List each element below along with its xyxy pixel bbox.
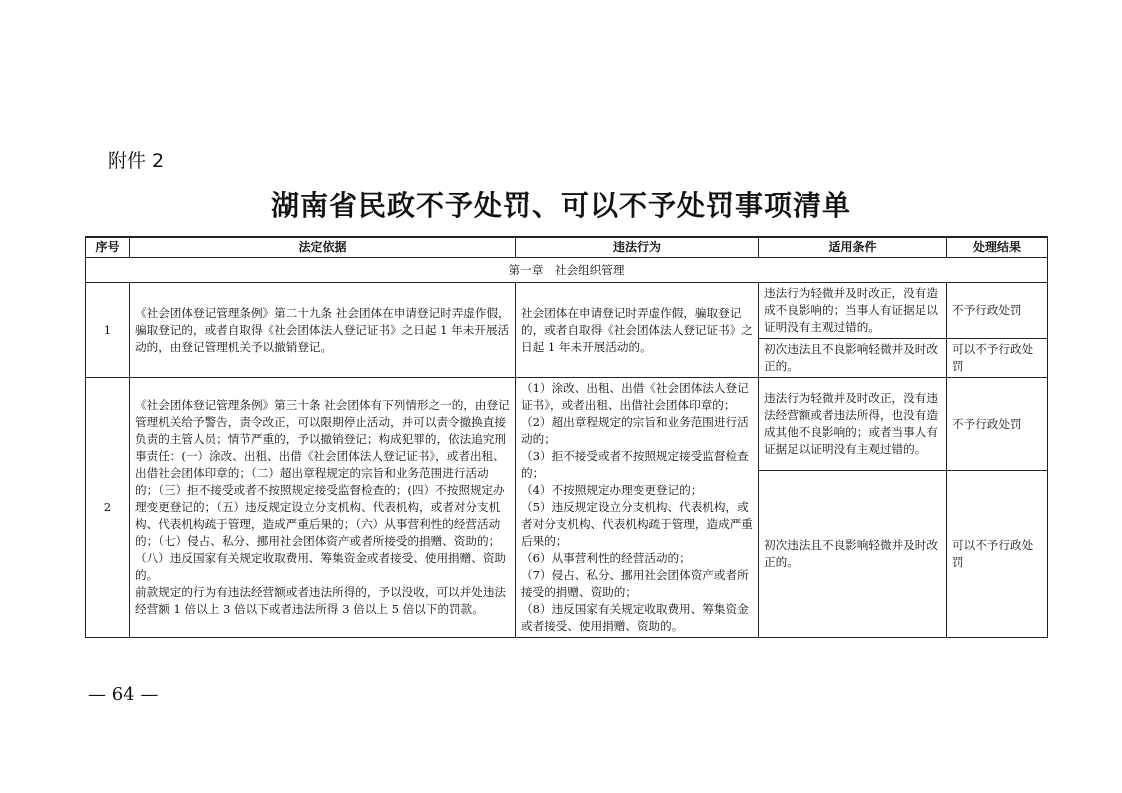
attachment-label: 附件 2 xyxy=(108,150,165,172)
row-condition: 违法行为轻微并及时改正，没有造成不良影响的；当事人有证据足以证明没有主观过错的。 xyxy=(759,283,947,339)
header-conditions: 适用条件 xyxy=(759,237,947,258)
header-serial: 序号 xyxy=(86,237,130,258)
header-legal-basis: 法定依据 xyxy=(130,237,516,258)
violation-item: （2）超出章程规定的宗旨和业务范围进行活动的； xyxy=(521,415,749,446)
violation-item: （3）拒不接受或者不按照规定接受监督检查的； xyxy=(521,449,749,480)
table-row xyxy=(86,283,1048,339)
row-legal-basis xyxy=(130,378,516,638)
page-number: — 64 — xyxy=(88,684,159,705)
penalty-list-table xyxy=(85,236,1048,638)
row-serial: 2 xyxy=(86,378,130,638)
violation-item: （5）违反规定设立分支机构、代表机构，或者对分支机构、代表机构疏于管理，造成严重后果的； xyxy=(521,500,753,548)
row-violation: 社会团体在申请登记时弄虚作假，骗取登记的，或者自取得《社会团体法人登记证书》之日起 1 年未开展活动的。 xyxy=(516,283,759,378)
chapter-row xyxy=(86,258,1048,283)
legal-basis-extra: 前款规定的行为有违法经营额或者违法所得的，予以没收，可以并处违法经营额 1 倍以上 3 倍以下或者违法所得 3 倍以上 5 倍以下的罚款。 xyxy=(135,585,507,616)
violation-item: （8）违反国家有关规定收取费用、筹集资金或者接受、使用捐赠、资助的。 xyxy=(521,602,749,633)
row-condition: 初次违法且不良影响轻微并及时改正的。 xyxy=(759,339,947,378)
violation-item: （1）涂改、出租、出借《社会团体法人登记证书》，或者出租、出借社会团体印章的； xyxy=(521,381,749,412)
row-result: 不予行政处罚 xyxy=(947,283,1048,339)
row-result: 可以不予行政处罚 xyxy=(947,339,1048,378)
header-violation: 违法行为 xyxy=(516,237,759,258)
violation-item: （4）不按照规定办理变更登记的； xyxy=(521,483,703,497)
table-row xyxy=(86,378,1048,471)
document-title: 湖南省民政不予处罚、可以不予处罚事项清单 xyxy=(270,189,851,222)
row-result: 不予行政处罚 xyxy=(947,378,1048,471)
row-legal-basis: 《社会团体登记管理条例》第二十九条 社会团体在申请登记时弄虚作假，骗取登记的，或者自取得《社会团体法人登记证书》之日起 1 年未开展活动的，由登记管理机关予以撤销登记。 xyxy=(130,283,516,378)
row-violation xyxy=(516,378,759,638)
row-condition: 违法行为轻微并及时改正，没有违法经营额或者违法所得，也没有造成其他不良影响的；或者当事人有证据足以证明没有主观过错的。 xyxy=(759,378,947,471)
table-header-row xyxy=(86,237,1048,258)
violation-item: （7）侵占、私分、挪用社会团体资产或者所接受的捐赠、资助的； xyxy=(521,568,749,599)
row-result: 可以不予行政处罚 xyxy=(947,471,1048,638)
violation-item: （6）从事营利性的经营活动的； xyxy=(521,551,691,565)
header-result: 处理结果 xyxy=(947,237,1048,258)
row-serial: 1 xyxy=(86,283,130,378)
chapter-title: 第一章 社会组织管理 xyxy=(86,258,1048,283)
legal-basis-text: 《社会团体登记管理条例》第三十条 社会团体有下列情形之一的，由登记管理机关给予警告，责令改正，可以限期停止活动，并可以责令撤换直接负责的主管人员；情节严重的，予以撤销登记；构成犯罪的，依法追究刑事责任：(一）涂改、出租、出借《社会团体法人登记证书》，或者出租、出借社会团体印章的；（二）超出章程规定的宗旨和业务范围进行活动的；（三）拒不接受或者不按照规定接受监督检查的；(四）不按照规定办理变更登记的；（五）违反规定设立分支机构、代表机构，或者对分支机构、代表机构疏于管理，造成严重后果的；（六）从事营利性的经营活动的；（七）侵占、私分、挪用社会团体资产或者所接受的捐赠、资助的；（八）违反国家有关规定收取费用、筹集资金或者接受、使用捐赠、资助的。 xyxy=(135,398,510,582)
row-condition: 初次违法且不良影响轻微并及时改正的。 xyxy=(759,471,947,638)
